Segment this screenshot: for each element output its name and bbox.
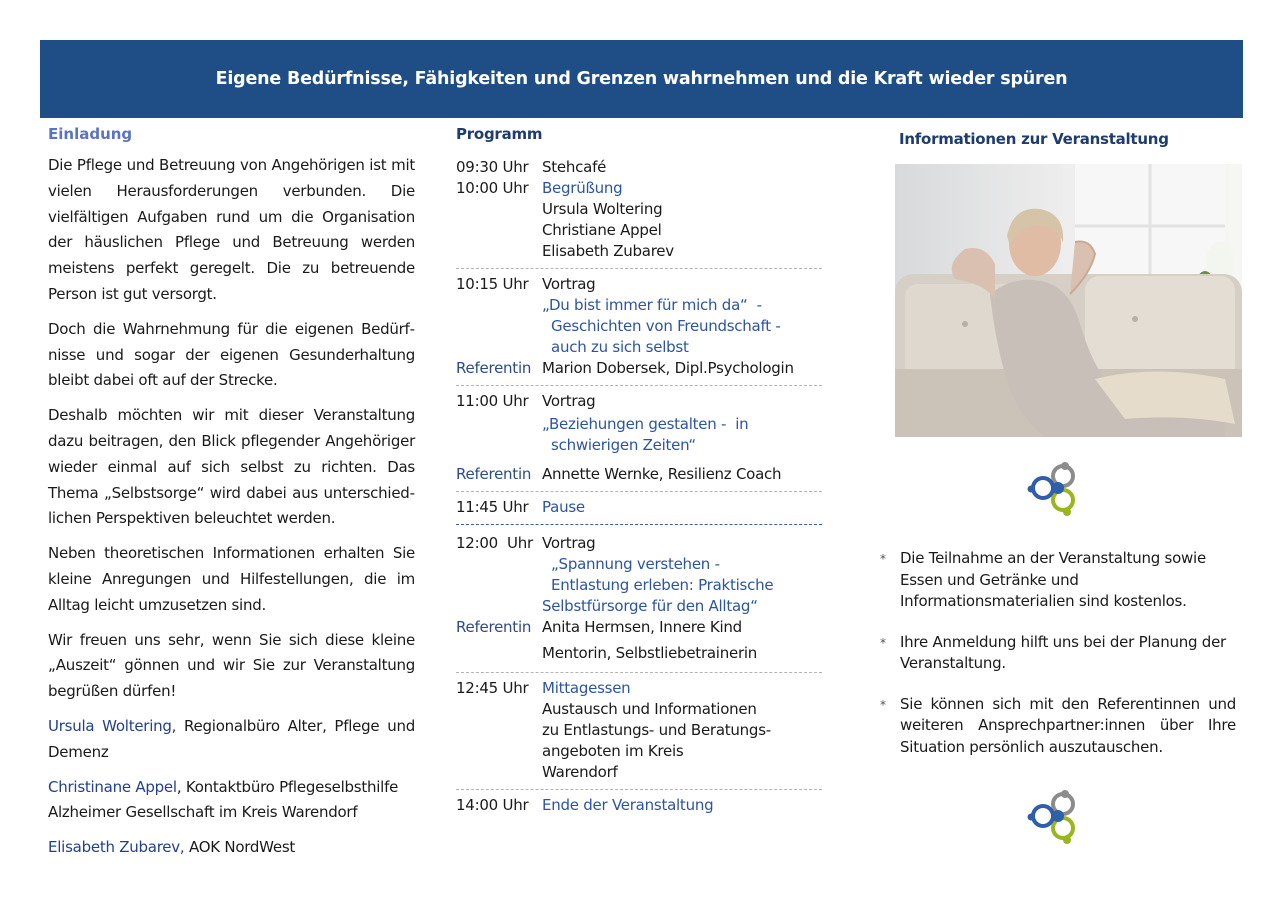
program-detail: zu Entlastungs- und Beratungs- [542,721,771,739]
program-block [456,533,826,664]
invitation-paragraph: Deshalb möchten wir mit dieser Veranstaltung dazu beitragen, den Blick pflegender Angehöriger wieder einmal auf sich selbst zu richten. Das Thema „Selbstsorge“ wird dabei aus unterschiedlichen Perspektiven beleuchtet werden. [48,406,415,528]
program-detail: Austausch und Informationen [542,700,757,718]
invitation-paragraph: Doch die Wahrnehmung für die eigenen Bedürfnisse und sogar der eigenen Gesunderhaltung bleibt dabei oft auf der Strecke. [48,319,415,390]
invitation-paragraph: Die Pflege und Betreuung von Angehörigen ist mit vielen Herausforderungen verbunden. Die vielfältigen Aufgaben rund um die Organisation der häuslichen Pflege und Betreuung werden meistens perfekt geregelt. Die zu betreuende Person ist gut versorgt. [48,156,415,303]
info-text: Ihre Anmeldung hilft uns bei der Planung der Veranstaltung. [900,632,1226,672]
talk-title: Selbstfürsorge für den Alltag“ [542,597,758,615]
signature-name: Christinane Appel [48,777,177,796]
bullet: * [880,635,886,650]
talk-title: Entlastung erleben: Praktische [542,576,774,594]
program-time: 11:00 Uhr [456,392,529,410]
program-item: Ende der Veranstaltung [542,796,714,814]
program-block [456,497,826,518]
program-time: 12:45 Uhr [456,679,529,697]
info-item [880,694,1236,759]
referent-label: Referentin [456,359,532,377]
invitation-paragraph: Wir freuen uns sehr, wenn Sie sich diese kleine „Auszeit“ gönnen und wir Sie zur Veranstaltung begrüßen dürfen! [48,630,415,701]
program-item: Vortrag [542,392,596,410]
info-text: Die Teilnahme an der Veranstaltung sowie Essen und Getränke und Informationsmaterialien sind kostenlos. [900,549,1206,610]
divider [456,524,822,525]
program-item: Vortrag [542,534,596,552]
signature [48,775,415,827]
program-block [456,274,826,379]
divider [456,268,822,269]
talk-title: Geschichten von Freundschaft - [542,317,781,335]
speaker-name: Elisabeth Zubarev [542,242,674,260]
program-detail: angeboten im Kreis [542,742,684,760]
program-detail: Warendorf [542,763,618,781]
referent-name: Mentorin, Selbstliebetrainerin [542,644,758,662]
speaker-name: Ursula Woltering [542,200,663,218]
bullet: * [880,552,886,566]
program-block [456,157,826,262]
referent-name: Annette Wernke, Resilienz Coach [542,465,782,483]
info-heading: Informationen zur Veranstaltung [899,130,1169,148]
program-item: Stehcafé [542,158,607,176]
program-time: 11:45 Uhr [456,498,529,516]
signature-name: Ursula Woltering, [48,716,177,735]
talk-title: „Spannung verstehen - [542,555,720,573]
info-item [880,632,1236,675]
signature-org: , Kontaktbüro Pflegeselbsthilfe Alzheimer Gesellschaft im Kreis Warendorf [48,777,399,822]
program-time: 09:30 Uhr [456,158,529,176]
speaker-name: Christiane Appel [542,221,662,239]
divider [456,385,822,386]
signature [48,714,415,766]
program-item: Vortrag [542,275,596,293]
relaxing-woman-photo [895,164,1242,437]
program-time: 12:00 Uhr [456,534,533,552]
program-time: 14:00 Uhr [456,796,529,814]
invitation-heading: Einladung [48,125,133,143]
talk-title: „Beziehungen gestalten - in [542,415,749,433]
signature-name: Elisabeth Zubarev, [48,838,185,857]
talk-title: schwierigen Zeiten“ [542,436,696,454]
referent-label: Referentin [456,465,532,483]
referent-name: Anita Hermsen, Innere Kind [542,618,742,636]
info-text: Sie können sich mit den Referentinnen und weiteren Ansprechpartner:innen über Ihre Situation persönlich auszutauschen. [900,694,1236,756]
bullet: * [880,697,886,712]
info-list [880,548,1236,777]
org-logo [1025,786,1085,848]
talk-title: auch zu sich selbst [542,338,689,356]
talk-title: „Du bist immer für mich da“ - [542,296,762,314]
program-column [456,125,826,816]
divider [456,491,822,492]
referent-name: Marion Dobersek, Dipl.Psychologin [542,359,794,377]
referent-label: Referentin [456,618,532,636]
program-block [456,391,826,485]
page-title: Eigene Bedürfnisse, Fähigkeiten und Grenzen wahrnehmen und die Kraft wieder spüren [215,69,1068,89]
program-item: Begrüßung [542,179,623,197]
invitation-column [48,125,415,870]
program-item: Pause [542,498,585,516]
invitation-paragraph: Neben theoretischen Informationen erhalten Sie kleine Anregungen und Hilfestellungen, die im Alltag leicht umzusetzen sind. [48,544,415,614]
info-column [880,130,1243,756]
program-heading: Programm [456,125,543,143]
program-block [456,678,826,783]
divider [456,789,822,790]
signature-org: Regionalbüro Alter, Pflege und Demenz [48,716,415,761]
signature-org: AOK NordWest [184,838,296,857]
program-block [456,795,826,816]
info-item [880,548,1236,613]
org-logo [1025,458,1085,520]
divider [456,672,822,673]
title-banner [40,40,1243,118]
signature [48,835,415,861]
program-time: 10:15 Uhr [456,275,529,293]
program-item: Mittagessen [542,679,631,697]
program-time: 10:00 Uhr [456,179,529,197]
